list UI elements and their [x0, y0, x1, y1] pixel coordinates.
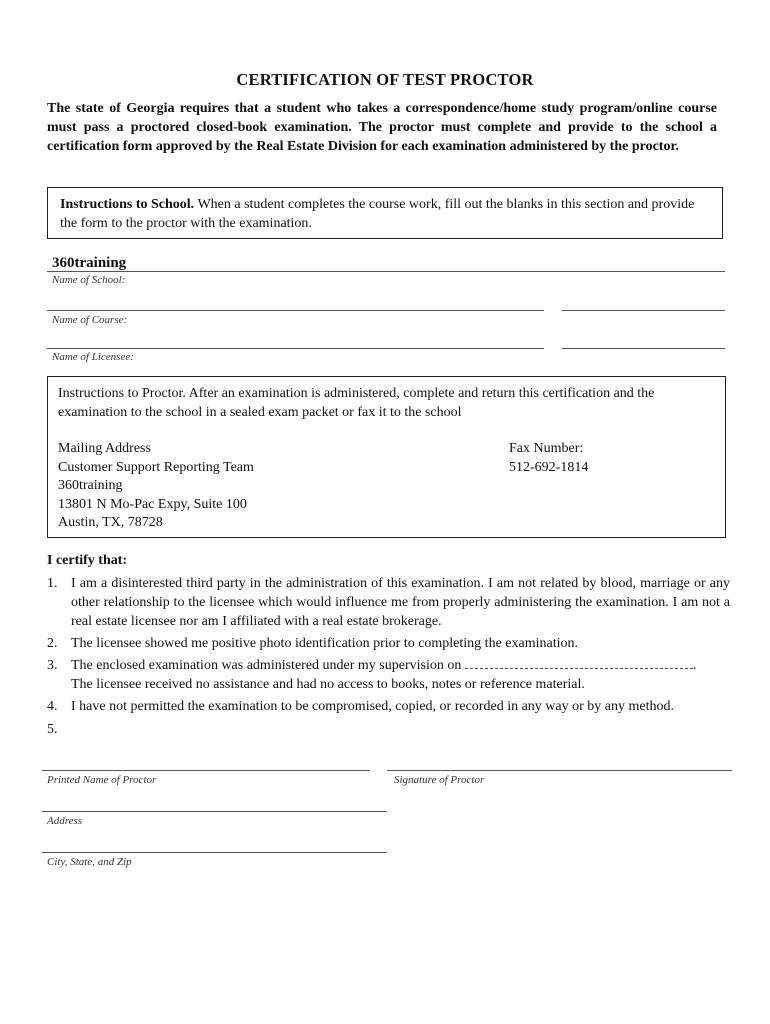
address-line[interactable] [42, 811, 387, 812]
certify-item-text: The licensee showed me positive photo identification prior to completing the examination. [71, 636, 578, 651]
certify-item-text-continued: The licensee received no assistance and had no access to books, notes or reference material. [71, 677, 585, 692]
course-extra-line[interactable] [562, 310, 725, 311]
certify-item-1 [47, 574, 730, 634]
mailing-address-block [58, 440, 254, 533]
proctor-instructions-text: Instructions to Proctor. After an examination is administered, complete and return this certification and the examination to the school in a sealed exam packet or fax it to the school [58, 386, 655, 420]
mailing-address-label: Mailing Address [58, 441, 151, 456]
signature-caption: Signature of Proctor [394, 774, 485, 786]
mailing-line-street: 13801 N Mo-Pac Expy, Suite 100 [58, 496, 247, 512]
certify-item-text: I have not permitted the examination to be compromised, copied, or recorded in any way or by any method. [71, 699, 674, 714]
certify-item-text: The enclosed examination was administered under my supervision on [71, 658, 462, 673]
signature-line[interactable] [387, 770, 732, 771]
school-name-line[interactable] [47, 271, 725, 272]
course-name-caption: Name of Course: [52, 314, 128, 326]
certify-item-number: 5. [47, 722, 58, 737]
school-name-value: 360training [52, 255, 127, 271]
school-instructions-label: Instructions to School. [60, 197, 195, 212]
printed-name-caption: Printed Name of Proctor [47, 774, 157, 786]
certify-item-4 [47, 697, 730, 717]
page-title: CERTIFICATION OF TEST PROCTOR [236, 70, 534, 89]
certify-item-2 [47, 634, 730, 654]
school-instructions-text: When a student completes the course work, fill out the blanks in this section and provide the form to the proctor with the examination. [60, 197, 695, 231]
city-state-zip-caption: City, State, and Zip [47, 856, 132, 868]
certify-item-number: 1. [47, 576, 58, 591]
printed-name-line[interactable] [42, 770, 370, 771]
school-instructions-box [47, 187, 723, 239]
intro-paragraph: The state of Georgia requires that a student who takes a correspondence/home study program/online course must pass a proctored closed-book examination. The proctor must complete and provide to the school a certification form approved by the Real Estate Division for each examination administered by the proctor. [47, 101, 717, 154]
address-caption: Address [47, 815, 83, 827]
certify-item-number: 4. [47, 699, 58, 714]
certify-item-number: 3. [47, 658, 58, 673]
mailing-line-company: 360training [58, 478, 123, 493]
fax-block [509, 440, 588, 477]
fax-label: Fax Number: [509, 441, 584, 456]
certify-item-number: 2. [47, 636, 58, 651]
certify-heading: I certify that: [47, 553, 128, 568]
certify-item-3: 3. The enclosed examination was administered under my supervision on . The licensee received no assistance and had no access to books, notes or reference material. [47, 656, 730, 696]
school-name-caption: Name of School: [52, 274, 126, 286]
licensee-name-caption: Name of Licensee: [52, 351, 134, 363]
mailing-line-team: Customer Support Reporting Team [58, 459, 254, 475]
city-state-zip-line[interactable] [42, 852, 387, 853]
licensee-name-line[interactable] [47, 348, 544, 349]
mailing-line-city: Austin, TX, 78728 [58, 515, 163, 530]
certify-item-5 [47, 720, 730, 740]
certify-item-text: I am a disinterested third party in the administration of this examination. I am not related by blood, marriage or any other relationship to the licensee which would influence me from properly administering the examination. I am not a real estate licensee nor am I affiliated with a real estate brokerage. [71, 576, 730, 629]
licensee-extra-line[interactable] [562, 348, 725, 349]
exam-date-blank[interactable] [465, 656, 693, 669]
course-name-line[interactable] [47, 310, 544, 311]
proctor-instructions-box [47, 376, 726, 538]
fax-number: 512-692-1814 [509, 459, 589, 475]
